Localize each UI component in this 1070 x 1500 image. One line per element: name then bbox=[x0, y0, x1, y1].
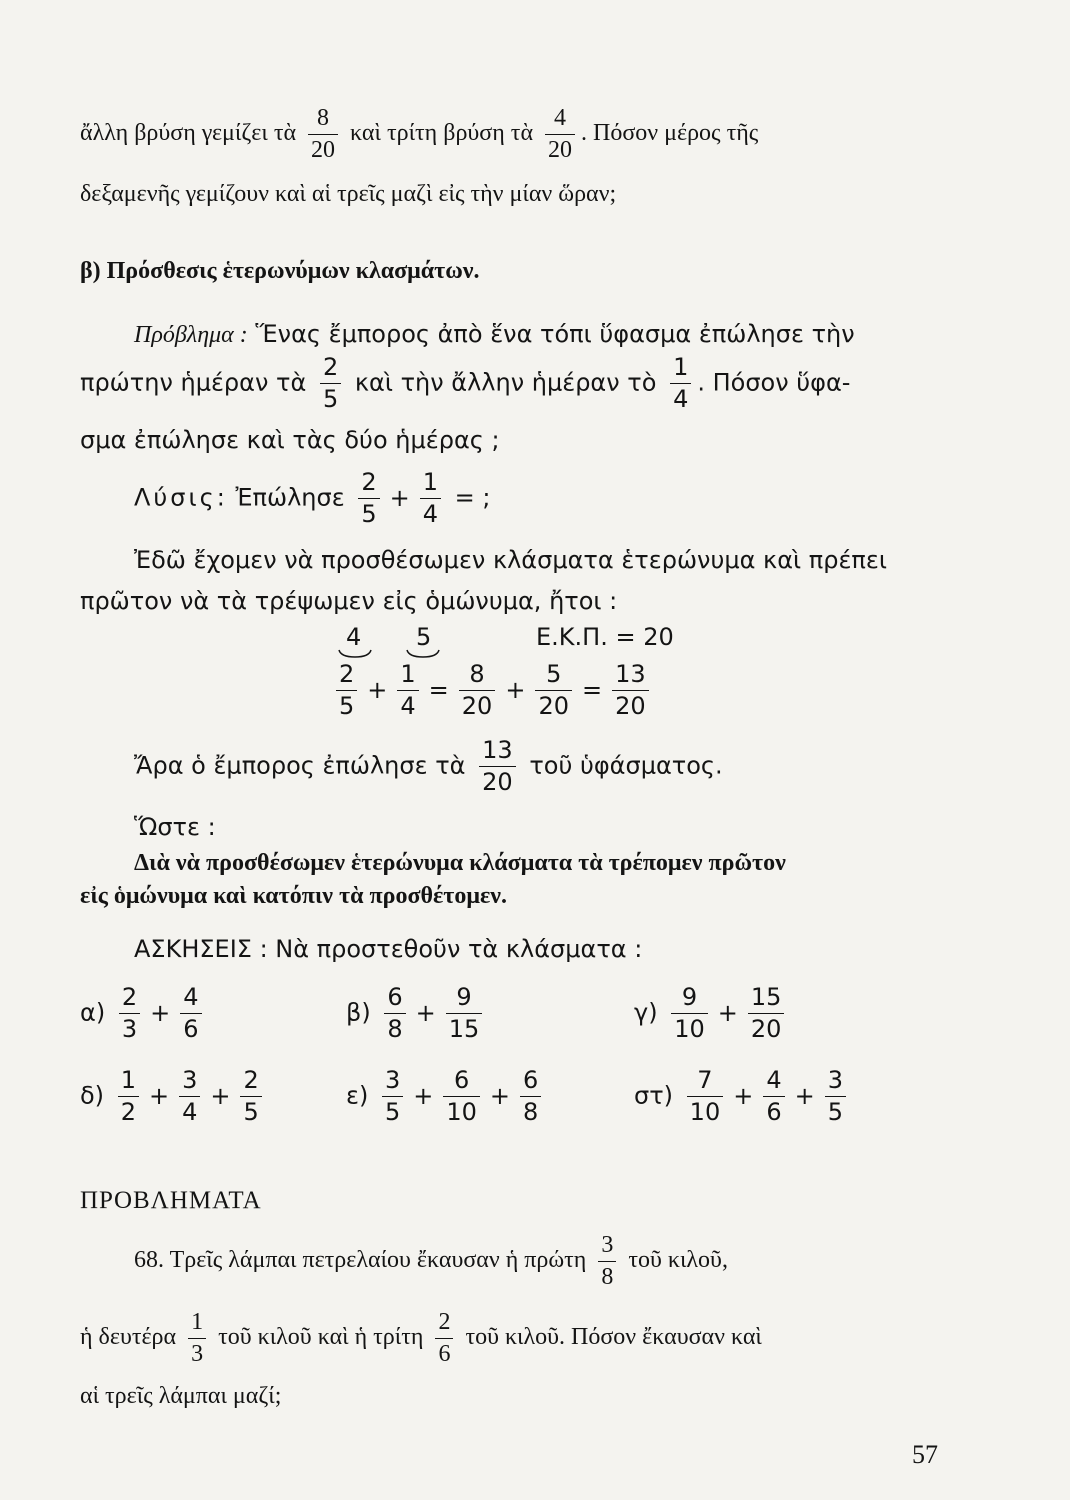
plus-sign: + bbox=[717, 998, 738, 1027]
numerator: 9 bbox=[456, 983, 472, 1011]
exercise-c bbox=[634, 985, 790, 1042]
exercise-e bbox=[346, 1068, 547, 1125]
fraction bbox=[763, 1068, 784, 1125]
page-number: 57 bbox=[912, 1440, 938, 1469]
text: πρώτην ἡμέραν τὰ bbox=[80, 368, 307, 397]
multiplier: 4 bbox=[346, 623, 362, 651]
fraction bbox=[119, 985, 140, 1042]
brace-icon bbox=[338, 649, 372, 659]
numerator: 2 bbox=[339, 660, 355, 688]
numerator: 1 bbox=[191, 1309, 204, 1335]
fraction bbox=[670, 355, 691, 412]
text: Ἐπώλησε bbox=[235, 483, 345, 512]
plus-sign: + bbox=[148, 1081, 170, 1110]
text: . Πόσον μέρος τῆς bbox=[581, 120, 759, 147]
denominator: 5 bbox=[382, 1096, 403, 1125]
fraction bbox=[825, 1068, 846, 1125]
fraction bbox=[188, 1310, 206, 1367]
lcm-label: Ε.Κ.Π. = 20 bbox=[536, 623, 674, 651]
fraction bbox=[545, 106, 575, 163]
fraction bbox=[118, 1068, 139, 1125]
plus-sign: + bbox=[367, 675, 388, 704]
solution-line-3: πρῶτον νὰ τὰ τρέψωμεν εἰς ὁμώνυμα, ἤτοι : bbox=[80, 587, 618, 615]
exercise-label: δ) bbox=[80, 1081, 105, 1110]
exercise-label: β) bbox=[346, 998, 371, 1027]
fraction bbox=[420, 470, 441, 527]
numerator: 8 bbox=[317, 105, 330, 131]
plus-sign: + bbox=[415, 998, 436, 1027]
denominator: 10 bbox=[687, 1096, 724, 1125]
fraction bbox=[443, 1068, 480, 1125]
fraction bbox=[358, 470, 379, 527]
problem-68-line-2 bbox=[80, 1310, 762, 1367]
numerator: 2 bbox=[121, 983, 138, 1011]
numerator: 1 bbox=[400, 660, 416, 688]
solution-line-1 bbox=[134, 470, 490, 527]
denominator: 10 bbox=[443, 1096, 480, 1125]
calculation-line bbox=[330, 662, 655, 719]
fraction bbox=[687, 1068, 724, 1125]
problem-label: Πρόβλημα : bbox=[134, 322, 248, 348]
fraction bbox=[612, 662, 649, 719]
denominator: 4 bbox=[670, 383, 691, 412]
denominator: 20 bbox=[748, 1013, 785, 1042]
denominator: 2 bbox=[118, 1096, 139, 1125]
denominator: 6 bbox=[763, 1096, 784, 1125]
plus-sign: + bbox=[733, 1081, 754, 1110]
plus-sign: + bbox=[794, 1081, 815, 1110]
numerator: 6 bbox=[454, 1066, 470, 1094]
numerator: 8 bbox=[469, 660, 485, 688]
denominator: 8 bbox=[598, 1261, 616, 1290]
section-heading: β) Πρόσθεσις ἑτερωνύμων κλασμάτων. bbox=[80, 258, 480, 284]
text: τοῦ ὑφάσματος. bbox=[529, 751, 723, 780]
exercise-label: ε) bbox=[346, 1081, 369, 1110]
fraction bbox=[397, 662, 418, 719]
exercise-b bbox=[346, 985, 488, 1042]
numerator: 5 bbox=[546, 660, 562, 688]
multiplier: 5 bbox=[416, 623, 432, 651]
denominator: 4 bbox=[397, 690, 418, 719]
numerator: 2 bbox=[322, 353, 339, 381]
answer-line bbox=[134, 738, 723, 795]
numerator: 13 bbox=[615, 660, 646, 688]
denominator: 15 bbox=[446, 1013, 483, 1042]
text: . Πόσον ὕφα- bbox=[697, 368, 851, 397]
denominator: 20 bbox=[479, 766, 516, 795]
solution-label: Λύσις: bbox=[134, 483, 228, 512]
plus-sign: + bbox=[210, 1081, 231, 1110]
denominator: 20 bbox=[545, 134, 575, 163]
rule-line-1: Διὰ νὰ προσθέσωμεν ἑτερώνυμα κλάσματα τὰ τρέπομεν πρῶτον bbox=[134, 850, 786, 876]
problem-line-2 bbox=[80, 355, 850, 412]
numerator: 13 bbox=[482, 736, 513, 764]
exercise-a bbox=[80, 985, 208, 1042]
text: = ; bbox=[454, 483, 491, 512]
fraction bbox=[382, 1068, 403, 1125]
numerator: 3 bbox=[384, 1066, 401, 1094]
exercise-label: γ) bbox=[634, 998, 658, 1027]
numerator: 6 bbox=[523, 1066, 539, 1094]
numerator: 2 bbox=[438, 1309, 451, 1335]
numerator: 4 bbox=[554, 105, 567, 131]
plus-sign: + bbox=[505, 675, 526, 704]
text: καὶ τὴν ἄλλην ἡμέραν τὸ bbox=[354, 368, 657, 397]
intro-line-1 bbox=[80, 106, 758, 163]
rule-line-2: εἰς ὁμώνυμα καὶ κατόπιν τὰ προσθέτομεν. bbox=[80, 883, 507, 909]
fraction bbox=[336, 662, 357, 719]
text: ἄλλη βρύση γεμίζει τὰ bbox=[80, 120, 297, 147]
numerator: 3 bbox=[827, 1066, 843, 1094]
equals-sign: = bbox=[428, 675, 449, 704]
problem-line-1 bbox=[134, 322, 855, 347]
text: τοῦ κιλοῦ, bbox=[628, 1247, 728, 1274]
equals-sign: = bbox=[581, 675, 603, 704]
fraction bbox=[435, 1310, 453, 1367]
denominator: 4 bbox=[420, 498, 441, 527]
denominator: 6 bbox=[435, 1338, 453, 1367]
plus-sign: + bbox=[389, 483, 410, 512]
numerator: 15 bbox=[750, 983, 782, 1011]
conclusion-label: Ὥστε : bbox=[134, 813, 216, 841]
denominator: 5 bbox=[320, 383, 341, 412]
intro-line-2: δεξαμενῆς γεμίζουν καὶ αἱ τρεῖς μαζὶ εἰς τὴν μίαν ὥραν; bbox=[80, 181, 617, 207]
exercise-label: στ) bbox=[634, 1081, 674, 1110]
numerator: 3 bbox=[182, 1066, 198, 1094]
fraction bbox=[748, 985, 785, 1042]
numerator: 9 bbox=[681, 983, 698, 1011]
fraction bbox=[446, 985, 483, 1042]
fraction bbox=[598, 1233, 616, 1290]
text: τοῦ κιλοῦ καὶ ἡ τρίτη bbox=[218, 1324, 424, 1351]
brace-icon bbox=[406, 649, 440, 659]
plus-sign: + bbox=[150, 998, 171, 1027]
plus-sign: + bbox=[489, 1081, 511, 1110]
fraction bbox=[384, 985, 405, 1042]
denominator: 20 bbox=[612, 690, 649, 719]
text: ἡ δευτέρα bbox=[80, 1324, 177, 1351]
text: τοῦ κιλοῦ. Πόσον ἔκαυσαν καὶ bbox=[465, 1324, 762, 1351]
plus-sign: + bbox=[413, 1081, 434, 1110]
solution-line-2: Ἐδῶ ἔχομεν νὰ προσθέσωμεν κλάσματα ἑτερώνυμα καὶ πρέπει bbox=[134, 546, 887, 574]
exercise-label: α) bbox=[80, 998, 106, 1027]
denominator: 5 bbox=[358, 498, 379, 527]
text: καὶ τρίτη βρύση τὰ bbox=[350, 120, 534, 147]
fraction bbox=[520, 1068, 541, 1125]
denominator: 20 bbox=[459, 690, 496, 719]
fraction bbox=[308, 106, 338, 163]
denominator: 4 bbox=[179, 1096, 200, 1125]
denominator: 8 bbox=[520, 1096, 541, 1125]
denominator: 8 bbox=[384, 1013, 405, 1042]
problems-title: ΠΡΟΒΛΗΜΑΤΑ bbox=[80, 1187, 262, 1214]
numerator: 4 bbox=[183, 983, 199, 1011]
denominator: 20 bbox=[535, 690, 572, 719]
fraction bbox=[180, 985, 201, 1042]
numerator: 3 bbox=[601, 1232, 614, 1258]
fraction bbox=[535, 662, 572, 719]
exercises-title: ΑΣΚΗΣΕΙΣ : Νὰ προστεθοῦν τὰ κλάσματα : bbox=[134, 935, 643, 963]
numerator: 2 bbox=[361, 468, 377, 496]
text: 68. Τρεῖς λάμπαι πετρελαίου ἔκαυσαν ἡ πρώτη bbox=[134, 1247, 587, 1274]
problem-line-3: σμα ἐπώλησε καὶ τὰς δύο ἡμέρας ; bbox=[80, 426, 500, 454]
denominator: 5 bbox=[240, 1096, 261, 1125]
numerator: 1 bbox=[422, 468, 438, 496]
denominator: 20 bbox=[308, 134, 338, 163]
exercise-f bbox=[634, 1068, 852, 1125]
problem-68-line-1 bbox=[134, 1233, 728, 1290]
exercise-d bbox=[80, 1068, 268, 1125]
numerator: 2 bbox=[243, 1066, 259, 1094]
numerator: 1 bbox=[673, 353, 689, 381]
problem-68-line-3: αἱ τρεῖς λάμπαι μαζί; bbox=[80, 1383, 282, 1409]
denominator: 3 bbox=[119, 1013, 140, 1042]
fraction bbox=[320, 355, 341, 412]
denominator: 6 bbox=[180, 1013, 201, 1042]
denominator: 3 bbox=[188, 1338, 206, 1367]
fraction bbox=[240, 1068, 261, 1125]
denominator: 5 bbox=[336, 690, 357, 719]
numerator: 7 bbox=[697, 1066, 713, 1094]
numerator: 6 bbox=[387, 983, 403, 1011]
fraction bbox=[459, 662, 496, 719]
denominator: 5 bbox=[825, 1096, 846, 1125]
text: Ἕνας ἔμπορος ἀπὸ ἕνα τόπι ὕφασμα ἐπώλησε τὴν bbox=[255, 320, 855, 348]
denominator: 10 bbox=[671, 1013, 708, 1042]
numerator: 4 bbox=[766, 1066, 782, 1094]
fraction bbox=[179, 1068, 200, 1125]
numerator: 1 bbox=[120, 1066, 136, 1094]
fraction bbox=[671, 985, 708, 1042]
text: Ἄρα ὁ ἔμπορος ἐπώλησε τὰ bbox=[134, 751, 466, 780]
fraction bbox=[479, 738, 516, 795]
